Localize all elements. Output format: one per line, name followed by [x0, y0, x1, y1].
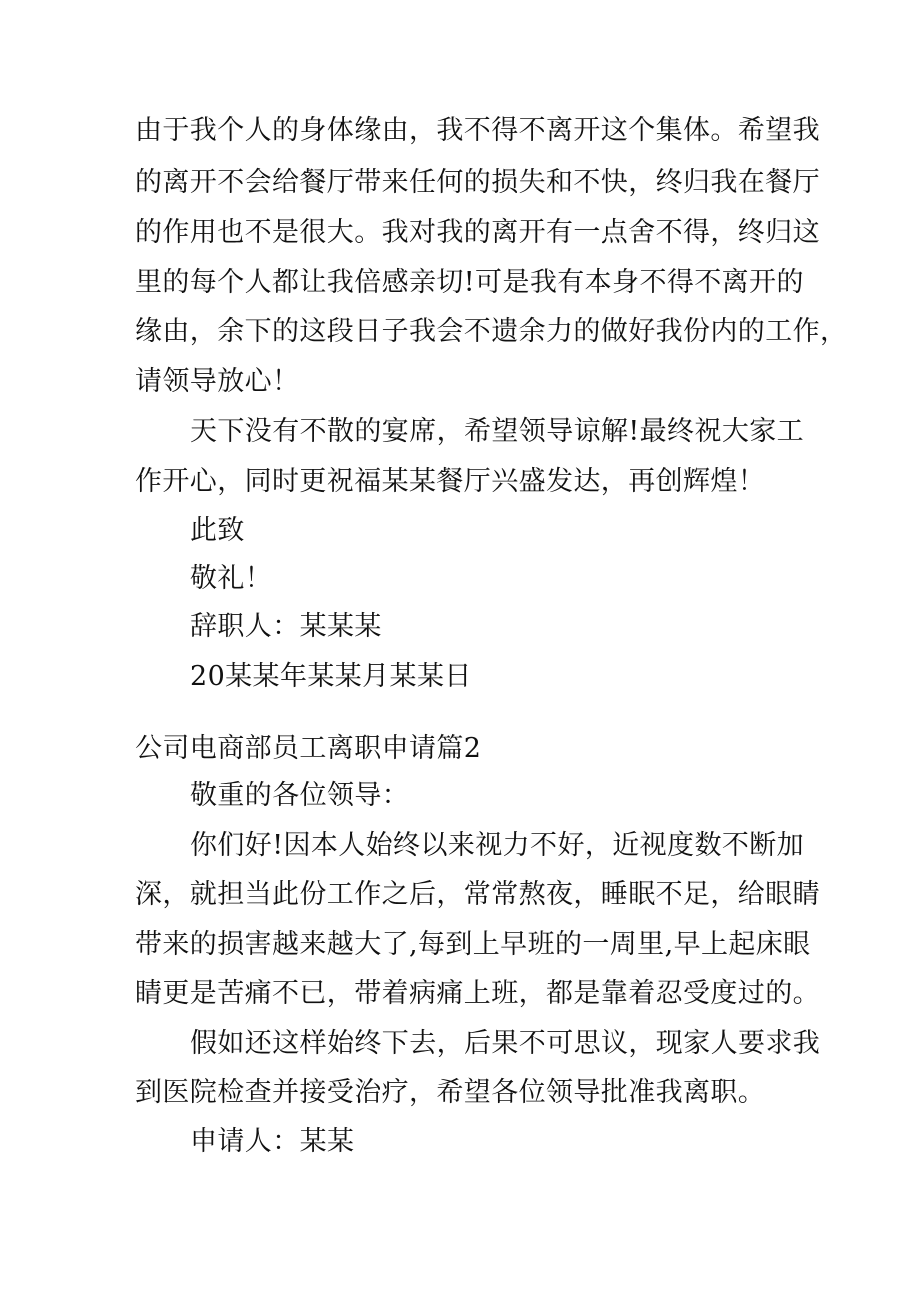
paragraph-3-line-2: 深，就担当此份工作之后，常常熬夜，睡眠不足，给眼睛: [135, 879, 820, 910]
signature: 辞职人：某某某: [190, 611, 382, 642]
paragraph-1-line-1: 由于我个人的身体缘由，我不得不离开这个集体。希望我: [135, 115, 820, 146]
applicant: 申请人：某某: [190, 1126, 355, 1157]
paragraph-1-line-3: 的作用也不是很大。我对我的离开有一点舍不得，终归这: [135, 217, 820, 248]
date: 20某某年某某月某某日: [190, 661, 472, 692]
paragraph-3-line-1: 你们好!因本人始终以来视力不好，近视度数不断加: [190, 830, 805, 861]
paragraph-2-line-1: 天下没有不散的宴席，希望领导谅解!最终祝大家工: [190, 416, 805, 447]
paragraph-1-line-4: 里的每个人都让我倍感亲切!可是我有本身不得不离开的: [135, 267, 804, 298]
paragraph-1-line-2: 的离开不会给餐厅带来任何的损失和不快，终归我在餐厅: [135, 167, 820, 198]
section-title: 公司电商部员工离职申请篇2: [135, 733, 482, 764]
paragraph-1-line-5: 缘由，余下的这段日子我会不遗余力的做好我份内的工作，: [135, 316, 848, 347]
salutation: 敬重的各位领导：: [190, 780, 410, 811]
paragraph-2-line-2: 作开心，同时更祝福某某餐厅兴盛发达，再创辉煌！: [135, 466, 766, 497]
paragraph-1-line-6: 请领导放心！: [135, 366, 300, 397]
closing-jing-li: 敬礼！: [190, 563, 273, 594]
paragraph-3-line-4: 睛更是苦痛不已，带着病痛上班，都是靠着忍受度过的。: [135, 978, 820, 1009]
paragraph-4-line-2: 到医院检查并接受治疗，希望各位领导批准我离职。: [135, 1077, 766, 1108]
paragraph-4-line-1: 假如还这样始终下去，后果不可思议，现家人要求我: [190, 1028, 821, 1059]
paragraph-3-line-3: 带来的损害越来越大了,每到上早班的一周里,早上起床眼: [135, 929, 811, 960]
closing-ci-zhi: 此致: [190, 515, 245, 546]
